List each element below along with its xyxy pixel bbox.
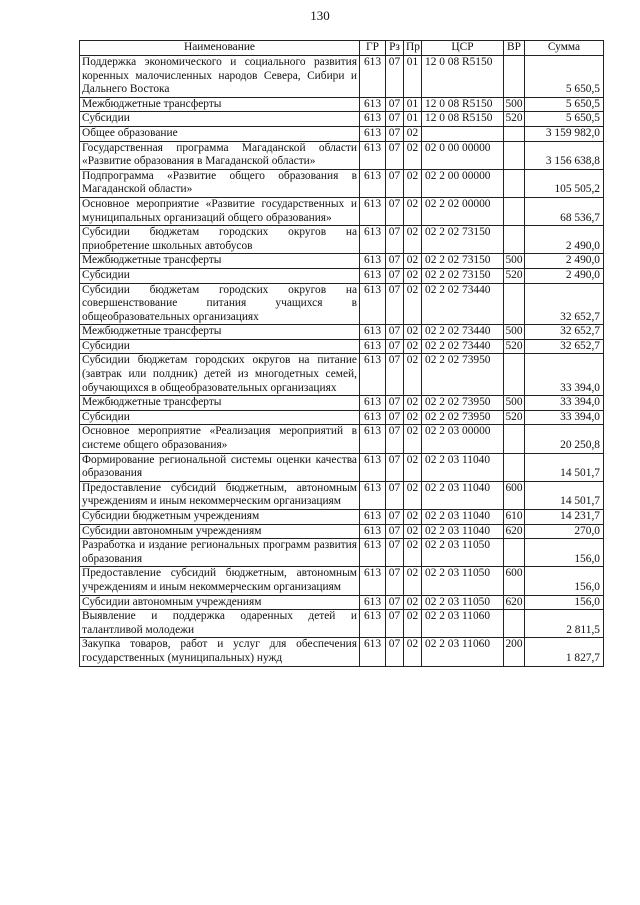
cell-csr: 02 2 02 73950 bbox=[422, 396, 504, 411]
cell-csr: 02 2 03 00000 bbox=[422, 425, 504, 453]
cell-vr: 200 bbox=[504, 638, 525, 666]
cell-name: Субсидии bbox=[80, 112, 360, 127]
cell-csr: 02 2 02 73440 bbox=[422, 283, 504, 325]
cell-vr bbox=[504, 197, 525, 225]
header-row bbox=[80, 41, 604, 56]
cell-csr: 12 0 08 R5150 bbox=[422, 97, 504, 112]
cell-sum: 1 827,7 bbox=[525, 638, 604, 666]
table-row bbox=[80, 126, 604, 141]
cell-csr: 02 2 02 73440 bbox=[422, 339, 504, 354]
cell-vr bbox=[504, 283, 525, 325]
cell-csr: 02 2 03 11040 bbox=[422, 481, 504, 509]
cell-name: Субсидии автономным учреждениям bbox=[80, 524, 360, 539]
cell-gr: 613 bbox=[360, 510, 386, 525]
cell-gr: 613 bbox=[360, 354, 386, 396]
cell-vr bbox=[504, 354, 525, 396]
cell-rz: 07 bbox=[386, 510, 404, 525]
cell-gr: 613 bbox=[360, 169, 386, 197]
table-row bbox=[80, 510, 604, 525]
table-row bbox=[80, 567, 604, 595]
header-name: Наименование bbox=[80, 41, 360, 56]
cell-gr: 613 bbox=[360, 97, 386, 112]
cell-gr: 613 bbox=[360, 524, 386, 539]
cell-sum: 5 650,5 bbox=[525, 112, 604, 127]
table-row bbox=[80, 610, 604, 638]
cell-rz: 07 bbox=[386, 97, 404, 112]
cell-sum: 33 394,0 bbox=[525, 410, 604, 425]
cell-pr: 02 bbox=[404, 197, 422, 225]
cell-vr: 500 bbox=[504, 97, 525, 112]
cell-sum: 14 231,7 bbox=[525, 510, 604, 525]
cell-csr: 02 2 03 11040 bbox=[422, 453, 504, 481]
cell-sum: 68 536,7 bbox=[525, 197, 604, 225]
cell-vr bbox=[504, 425, 525, 453]
cell-sum: 156,0 bbox=[525, 539, 604, 567]
cell-rz: 07 bbox=[386, 539, 404, 567]
cell-sum: 2 490,0 bbox=[525, 226, 604, 254]
cell-sum: 5 650,5 bbox=[525, 56, 604, 98]
cell-vr: 500 bbox=[504, 254, 525, 269]
cell-pr: 02 bbox=[404, 226, 422, 254]
cell-vr bbox=[504, 169, 525, 197]
cell-name: Основное мероприятие «Развитие государственных и муниципальных организаций общего образования» bbox=[80, 197, 360, 225]
cell-gr: 613 bbox=[360, 268, 386, 283]
cell-vr bbox=[504, 141, 525, 169]
cell-sum: 5 650,5 bbox=[525, 97, 604, 112]
cell-pr: 02 bbox=[404, 141, 422, 169]
cell-name: Субсидии бюджетным учреждениям bbox=[80, 510, 360, 525]
table-header bbox=[80, 41, 604, 56]
table-row bbox=[80, 410, 604, 425]
cell-csr: 02 2 03 11040 bbox=[422, 524, 504, 539]
cell-vr bbox=[504, 610, 525, 638]
cell-rz: 07 bbox=[386, 325, 404, 340]
cell-vr bbox=[504, 226, 525, 254]
cell-gr: 613 bbox=[360, 453, 386, 481]
cell-pr: 02 bbox=[404, 481, 422, 509]
cell-csr: 02 2 03 11060 bbox=[422, 638, 504, 666]
cell-gr: 613 bbox=[360, 283, 386, 325]
table-row bbox=[80, 97, 604, 112]
table-body bbox=[80, 56, 604, 667]
cell-pr: 02 bbox=[404, 425, 422, 453]
cell-csr: 02 2 03 11060 bbox=[422, 610, 504, 638]
cell-rz: 07 bbox=[386, 638, 404, 666]
table-row bbox=[80, 169, 604, 197]
cell-gr: 613 bbox=[360, 638, 386, 666]
cell-gr: 613 bbox=[360, 396, 386, 411]
cell-csr: 02 2 03 11050 bbox=[422, 567, 504, 595]
cell-rz: 07 bbox=[386, 141, 404, 169]
cell-pr: 01 bbox=[404, 97, 422, 112]
cell-rz: 07 bbox=[386, 453, 404, 481]
cell-rz: 07 bbox=[386, 425, 404, 453]
cell-sum: 32 652,7 bbox=[525, 283, 604, 325]
cell-name: Предоставление субсидий бюджетным, автономным учреждениям и иным некоммерческим организациям bbox=[80, 567, 360, 595]
cell-name: Поддержка экономического и социального развития коренных малочисленных народов Севера, Сибири и Дальнего Востока bbox=[80, 56, 360, 98]
table-row bbox=[80, 481, 604, 509]
cell-rz: 07 bbox=[386, 112, 404, 127]
cell-name: Субсидии бюджетам городских округов на питание (завтрак или полдник) детей из многодетных семей, обучающихся в общеобразовательных организациях bbox=[80, 354, 360, 396]
cell-name: Межбюджетные трансферты bbox=[80, 396, 360, 411]
cell-sum: 2 811,5 bbox=[525, 610, 604, 638]
cell-csr: 02 2 02 73150 bbox=[422, 226, 504, 254]
cell-gr: 613 bbox=[360, 567, 386, 595]
cell-sum: 33 394,0 bbox=[525, 396, 604, 411]
cell-gr: 613 bbox=[360, 595, 386, 610]
cell-csr: 02 2 00 00000 bbox=[422, 169, 504, 197]
cell-sum: 32 652,7 bbox=[525, 325, 604, 340]
cell-name: Субсидии bbox=[80, 410, 360, 425]
cell-vr: 620 bbox=[504, 595, 525, 610]
cell-rz: 07 bbox=[386, 268, 404, 283]
cell-pr: 02 bbox=[404, 410, 422, 425]
cell-name: Субсидии бюджетам городских округов на совершенствование питания учащихся в общеобразовательных организациях bbox=[80, 283, 360, 325]
cell-csr: 02 0 00 00000 bbox=[422, 141, 504, 169]
cell-vr bbox=[504, 126, 525, 141]
cell-name: Субсидии автономным учреждениям bbox=[80, 595, 360, 610]
cell-pr: 02 bbox=[404, 567, 422, 595]
cell-sum: 156,0 bbox=[525, 595, 604, 610]
header-vr: ВР bbox=[504, 41, 525, 56]
cell-csr: 02 2 02 73950 bbox=[422, 410, 504, 425]
cell-vr: 520 bbox=[504, 268, 525, 283]
cell-name: Подпрограмма «Развитие общего образования в Магаданской области» bbox=[80, 169, 360, 197]
table-row bbox=[80, 425, 604, 453]
cell-pr: 02 bbox=[404, 510, 422, 525]
cell-csr bbox=[422, 126, 504, 141]
cell-vr: 520 bbox=[504, 339, 525, 354]
budget-table bbox=[79, 40, 604, 667]
cell-rz: 07 bbox=[386, 524, 404, 539]
cell-pr: 02 bbox=[404, 325, 422, 340]
cell-pr: 02 bbox=[404, 268, 422, 283]
cell-name: Выявление и поддержка одаренных детей и талантливой молодежи bbox=[80, 610, 360, 638]
cell-csr: 02 2 03 11050 bbox=[422, 539, 504, 567]
cell-rz: 07 bbox=[386, 595, 404, 610]
cell-name: Субсидии бюджетам городских округов на приобретение школьных автобусов bbox=[80, 226, 360, 254]
cell-pr: 01 bbox=[404, 112, 422, 127]
cell-gr: 613 bbox=[360, 425, 386, 453]
header-csr: ЦСР bbox=[422, 41, 504, 56]
cell-csr: 02 2 02 00000 bbox=[422, 197, 504, 225]
cell-rz: 07 bbox=[386, 254, 404, 269]
cell-name: Субсидии bbox=[80, 268, 360, 283]
cell-vr: 520 bbox=[504, 410, 525, 425]
cell-vr bbox=[504, 56, 525, 98]
cell-gr: 613 bbox=[360, 254, 386, 269]
header-pr: Пр bbox=[404, 41, 422, 56]
cell-name: Основное мероприятие «Реализация мероприятий в системе общего образования» bbox=[80, 425, 360, 453]
cell-name: Закупка товаров, работ и услуг для обеспечения государственных (муниципальных) нужд bbox=[80, 638, 360, 666]
table-row bbox=[80, 268, 604, 283]
cell-gr: 613 bbox=[360, 339, 386, 354]
table-row bbox=[80, 539, 604, 567]
cell-csr: 02 2 03 11040 bbox=[422, 510, 504, 525]
cell-gr: 613 bbox=[360, 112, 386, 127]
cell-pr: 02 bbox=[404, 254, 422, 269]
cell-name: Общее образование bbox=[80, 126, 360, 141]
cell-vr: 620 bbox=[504, 524, 525, 539]
table-row bbox=[80, 283, 604, 325]
cell-sum: 2 490,0 bbox=[525, 268, 604, 283]
header-rz: Рз bbox=[386, 41, 404, 56]
cell-name: Государственная программа Магаданской области «Развитие образования в Магаданской области» bbox=[80, 141, 360, 169]
cell-sum: 20 250,8 bbox=[525, 425, 604, 453]
cell-csr: 02 2 02 73150 bbox=[422, 268, 504, 283]
cell-gr: 613 bbox=[360, 481, 386, 509]
cell-sum: 270,0 bbox=[525, 524, 604, 539]
cell-gr: 613 bbox=[360, 325, 386, 340]
cell-gr: 613 bbox=[360, 410, 386, 425]
cell-sum: 33 394,0 bbox=[525, 354, 604, 396]
cell-pr: 01 bbox=[404, 56, 422, 98]
cell-csr: 02 2 02 73150 bbox=[422, 254, 504, 269]
cell-csr: 12 0 08 R5150 bbox=[422, 56, 504, 98]
table-row bbox=[80, 325, 604, 340]
table-row bbox=[80, 638, 604, 666]
cell-rz: 07 bbox=[386, 169, 404, 197]
cell-rz: 07 bbox=[386, 56, 404, 98]
cell-rz: 07 bbox=[386, 339, 404, 354]
cell-sum: 3 156 638,8 bbox=[525, 141, 604, 169]
cell-csr: 02 2 02 73440 bbox=[422, 325, 504, 340]
cell-pr: 02 bbox=[404, 610, 422, 638]
cell-gr: 613 bbox=[360, 610, 386, 638]
cell-sum: 14 501,7 bbox=[525, 481, 604, 509]
cell-pr: 02 bbox=[404, 539, 422, 567]
cell-gr: 613 bbox=[360, 197, 386, 225]
table-row bbox=[80, 141, 604, 169]
cell-pr: 02 bbox=[404, 339, 422, 354]
cell-pr: 02 bbox=[404, 595, 422, 610]
cell-gr: 613 bbox=[360, 126, 386, 141]
header-gr: ГР bbox=[360, 41, 386, 56]
cell-vr: 500 bbox=[504, 396, 525, 411]
cell-pr: 02 bbox=[404, 354, 422, 396]
cell-gr: 613 bbox=[360, 141, 386, 169]
cell-sum: 3 159 982,0 bbox=[525, 126, 604, 141]
table-row bbox=[80, 453, 604, 481]
table-row bbox=[80, 226, 604, 254]
cell-rz: 07 bbox=[386, 396, 404, 411]
table-row bbox=[80, 354, 604, 396]
cell-rz: 07 bbox=[386, 126, 404, 141]
cell-gr: 613 bbox=[360, 539, 386, 567]
header-sum: Сумма bbox=[525, 41, 604, 56]
table-row bbox=[80, 56, 604, 98]
cell-sum: 156,0 bbox=[525, 567, 604, 595]
cell-sum: 2 490,0 bbox=[525, 254, 604, 269]
cell-vr bbox=[504, 453, 525, 481]
cell-name: Межбюджетные трансферты bbox=[80, 254, 360, 269]
cell-rz: 07 bbox=[386, 481, 404, 509]
cell-rz: 07 bbox=[386, 567, 404, 595]
page-number: 130 bbox=[310, 8, 330, 23]
cell-name: Предоставление субсидий бюджетным, автономным учреждениям и иным некоммерческим организациям bbox=[80, 481, 360, 509]
cell-name: Межбюджетные трансферты bbox=[80, 325, 360, 340]
cell-pr: 02 bbox=[404, 283, 422, 325]
cell-pr: 02 bbox=[404, 169, 422, 197]
cell-gr: 613 bbox=[360, 56, 386, 98]
table-row bbox=[80, 197, 604, 225]
cell-name: Разработка и издание региональных программ развития образования bbox=[80, 539, 360, 567]
table-row bbox=[80, 595, 604, 610]
cell-gr: 613 bbox=[360, 226, 386, 254]
cell-rz: 07 bbox=[386, 283, 404, 325]
cell-sum: 105 505,2 bbox=[525, 169, 604, 197]
cell-rz: 07 bbox=[386, 197, 404, 225]
cell-rz: 07 bbox=[386, 354, 404, 396]
cell-rz: 07 bbox=[386, 610, 404, 638]
cell-name: Межбюджетные трансферты bbox=[80, 97, 360, 112]
cell-pr: 02 bbox=[404, 126, 422, 141]
cell-pr: 02 bbox=[404, 524, 422, 539]
cell-vr: 520 bbox=[504, 112, 525, 127]
cell-csr: 12 0 08 R5150 bbox=[422, 112, 504, 127]
cell-vr: 600 bbox=[504, 481, 525, 509]
cell-csr: 02 2 02 73950 bbox=[422, 354, 504, 396]
cell-sum: 32 652,7 bbox=[525, 339, 604, 354]
table-row bbox=[80, 339, 604, 354]
cell-sum: 14 501,7 bbox=[525, 453, 604, 481]
cell-vr: 600 bbox=[504, 567, 525, 595]
cell-rz: 07 bbox=[386, 226, 404, 254]
cell-vr bbox=[504, 539, 525, 567]
cell-pr: 02 bbox=[404, 638, 422, 666]
cell-name: Субсидии bbox=[80, 339, 360, 354]
cell-vr: 610 bbox=[504, 510, 525, 525]
cell-vr: 500 bbox=[504, 325, 525, 340]
cell-pr: 02 bbox=[404, 453, 422, 481]
table-row bbox=[80, 524, 604, 539]
table-row bbox=[80, 112, 604, 127]
cell-name: Формирование региональной системы оценки качества образования bbox=[80, 453, 360, 481]
cell-pr: 02 bbox=[404, 396, 422, 411]
table-row bbox=[80, 254, 604, 269]
cell-csr: 02 2 03 11050 bbox=[422, 595, 504, 610]
table-row bbox=[80, 396, 604, 411]
cell-rz: 07 bbox=[386, 410, 404, 425]
